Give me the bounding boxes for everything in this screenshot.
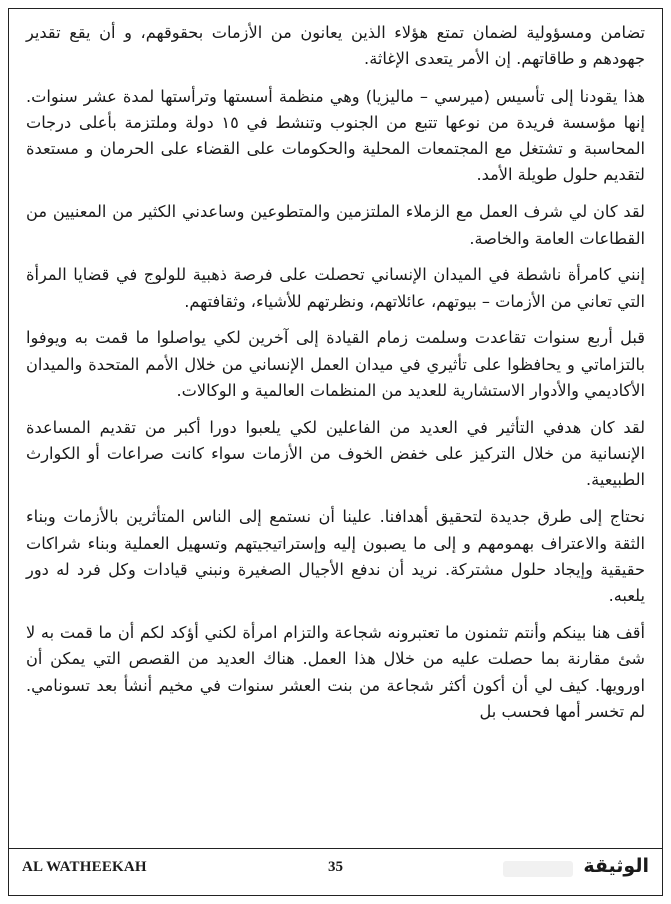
publication-name-arabic: الوثيقة xyxy=(583,855,649,877)
paragraph-6: لقد كان هدفي التأثير في العديد من الفاعلين لكي يلعبوا دورا أكبر من تقديم المساعدة الإنسانية من خلال التركيز على خفض الخوف من الأزمات سواء كانت صراعات أو الكوارث الطبيعية. xyxy=(26,417,645,490)
publication-name-latin: AL WATHEEKAH xyxy=(22,859,147,875)
paragraph-5: قبل أربع سنوات تقاعدت وسلمت زمام القيادة إلى آخرين لكي يواصلوا ما قمت به ويوفوا بالتزاماتي و يحافظوا على تأثيري في ميدان العمل الإنساني من خلال الأمم المتحدة والميدان الأكاديمي والأدوار الاستشارية للعديد من المنظمات العالمية و الوكالات. xyxy=(26,328,645,401)
paragraph-4: إنني كامرأة ناشطة في الميدان الإنساني تحصلت على فرصة ذهبية للولوج في قضايا المرأة التي تعاني من الأزمات – بيوتهم، عائلاتهم، ونظرتهم للأشياء، وثقافتهم. xyxy=(26,265,645,311)
article-body xyxy=(26,20,645,736)
paragraph-1: تضامن ومسؤولية لضمان تمتع هؤلاء الذين يعانون من الأزمات بحقوقهم، و أن يقع تقدير جهودهم و طاقاتهم. إن الأمر يتعدى الإغاثة. xyxy=(26,23,645,69)
page-number: 35 xyxy=(328,859,343,875)
paragraph-2: هذا يقودنا إلى تأسيس (ميرسي – ماليزيا) وهي منظمة أسستها وترأستها لمدة عشر سنوات. إنها مؤسسة فريدة من نوعها تتبع من الجنوب وتنشط في ١٥ دولة وملتزمة بأعلى درجات المحاسبة و تشتغل مع المجتمعات المحلية والحكومات على القضاء على الحرمان و مستعدة لتقديم حلول طويلة الأمد. xyxy=(26,86,645,185)
paragraph-3: لقد كان لي شرف العمل مع الزملاء الملتزمين والمتطوعين وساعدني الكثير من المعنيين من القطاعات العامة والخاصة. xyxy=(26,202,645,248)
paragraph-8: أقف هنا بينكم وأنتم تثمنون ما تعتبرونه شجاعة والتزام امرأة لكني أؤكد لكم أن ما قمت به لا شئ مقارنة بما حصلت عليه من خلال هذا العمل. هناك العديد من القصص التي يمكن أن اورويها. كيف لي أن أكون أكثر شجاعة من بنت العشر سنوات في مخيم أنشأ بعد تسونامي. لم تخسر أمها فحسب بل xyxy=(26,622,645,721)
faded-watermark-decoration xyxy=(503,861,573,877)
page-footer xyxy=(8,848,663,896)
paragraph-7: نحتاج إلى طرق جديدة لتحقيق أهدافنا. علينا أن نستمع إلى الناس المتأثرين بالأزمات وبناء الثقة والاعتراف بهمومهم و إلى ما يصبون إليه وإستراتيجيتهم وتسهيل العملية وبناء شراكات حقيقية وإيجاد حلول مشتركة. نريد أن ندفع الأجيال الصغيرة ونبني قيادات وكل فرد له دور يلعبه. xyxy=(26,507,645,606)
